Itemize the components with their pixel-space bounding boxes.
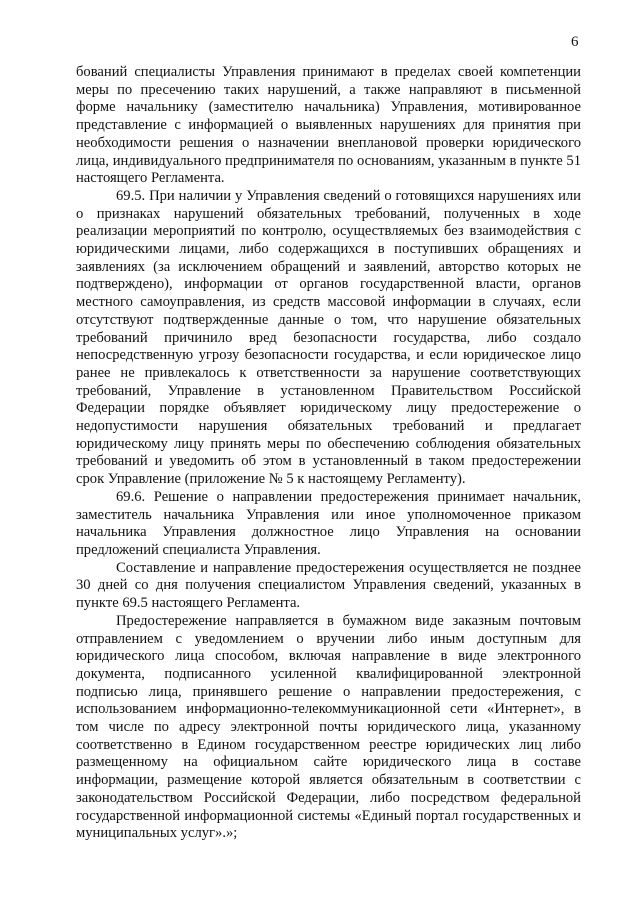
document-body	[76, 64, 581, 843]
paragraph-69-6: 69.6. Решение о направлении предостережения принимает начальник, заместитель начальника Управления или иное уполномоченное приказом начальника Управления должностное лицо Управления на основании предложений специалиста Управления.	[76, 488, 581, 558]
paragraph-deadline: Составление и направление предостережения осуществляется не позднее 30 дней со дня получения специалистом Управления сведений, указанных в пункте 69.5 настоящего Регламента.	[76, 559, 581, 612]
paragraph-69-5: 69.5. При наличии у Управления сведений о готовящихся нарушениях или о признаках нарушений обязательных требований, полученных в ходе реализации мероприятий по контролю, осуществляемых без взаимодействия с юридическими лицами, либо содержащихся в поступивших обращениях и заявлениях (за исключением обращений и заявлений, авторство которых не подтверждено), информации от органов государственной власти, органов местного самоуправления, из средств массовой информации в случаях, если отсутствуют подтвержденные данные о том, что нарушение обязательных требований причинило вред безопасности государства, либо создало непосредственную угрозу безопасности государства, и если юридическое лицо ранее не привлекалось к ответственности за нарушение соответствующих требований, Управление в установленном Правительством Российской Федерации порядке объявляет юридическому лицу предостережение о недопустимости нарушения обязательных требований и предлагает юридическому лицу принять меры по обеспечению соблюдения обязательных требований и уведомить об этом в установленный в таком предостережении срок Управление (приложение № 5 к настоящему Регламенту).	[76, 187, 581, 488]
paragraph-delivery: Предостережение направляется в бумажном виде заказным почтовым отправлением с уведомлением о вручении либо иным доступным для юридического лица способом, включая направление в виде электронного документа, подписанного усиленной квалифицированной электронной подписью лица, принявшего решение о направлении предостережения, с использованием информационно-телекоммуникационной сети «Интернет», в том числе по адресу электронной почты юридического лица, указанному соответственно в Едином государственном реестре юридических лиц либо размещенному на официальном сайте юридического лица в составе информации, размещение которой является обязательным в соответствии с законодательством Российской Федерации, либо посредством федеральной государственной информационной системы «Единый портал государственных и муниципальных услуг».»;	[76, 612, 581, 842]
paragraph-continuation: бований специалисты Управления принимают в пределах своей компетенции меры по пресечению таких нарушений, а также направляют в письменной форме начальнику (заместителю начальника) Управления, мотивированное представление с информацией о выявленных нарушениях для принятия при необходимости решения о назначении внеплановой проверки юридического лица, индивидуального предпринимателя по основаниям, указанным в пункте 51 настоящего Регламента.	[76, 64, 581, 187]
page-number: 6	[571, 34, 579, 50]
